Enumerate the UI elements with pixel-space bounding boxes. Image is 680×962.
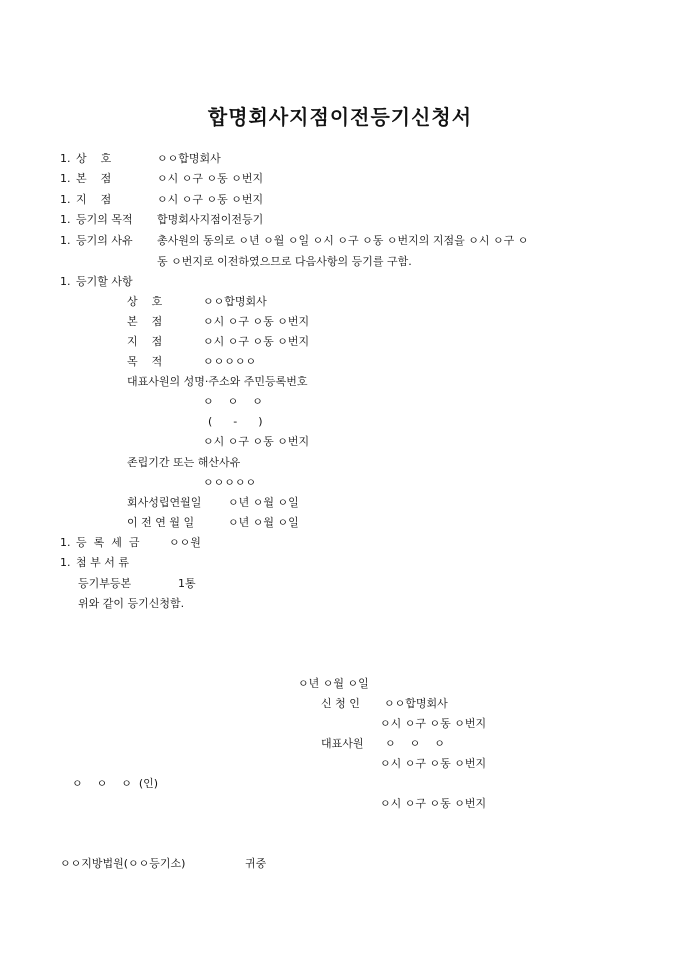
attachments-label: 첨 부 서 류 — [76, 556, 129, 569]
matter-trade-name-value: ㅇㅇ합명회사 — [203, 295, 267, 308]
item-bullet: 1. — [60, 193, 71, 206]
signature-date: ㅇ년 ㅇ월 ㅇ일 — [298, 677, 369, 690]
established-value: ㅇ년 ㅇ월 ㅇ일 — [228, 496, 299, 509]
matter-branch-value: ㅇ시 ㅇ구 ㅇ동 ㅇ번지 — [203, 335, 310, 348]
page-title: 합명회사지점이전등기신청서 — [207, 105, 473, 129]
agent-address: ㅇ시 ㅇ구 ㅇ동 ㅇ번지 — [380, 797, 487, 810]
relocated-value: ㅇ년 ㅇ월 ㅇ일 — [228, 516, 299, 529]
matter-head-office-value: ㅇ시 ㅇ구 ㅇ동 ㅇ번지 — [203, 315, 310, 328]
item-bullet: 1. — [60, 234, 71, 247]
reason-line-1: 총사원의 동의로 ㅇ년 ㅇ월 ㅇ일 ㅇ시 ㅇ구 ㅇ동 ㅇ번지의 지점을 ㅇ시 ㅇ구 ㅇ — [157, 234, 529, 247]
matter-objective-label: 목 적 — [127, 355, 163, 368]
rep-id-number: ( - ) — [208, 415, 263, 428]
court-suffix: 귀중 — [245, 857, 267, 870]
duration-value: ㅇㅇㅇㅇㅇ — [203, 476, 257, 489]
item-bullet: 1. — [60, 172, 71, 185]
matter-objective-value: ㅇㅇㅇㅇㅇ — [203, 355, 257, 368]
item-bullet: 1. — [60, 275, 71, 288]
item-bullet: 1. — [60, 213, 71, 226]
head-office-label: 본 점 — [76, 172, 112, 185]
agent-name-seal: ㅇ ㅇ ㅇ (인) — [72, 777, 159, 790]
rep-heading: 대표사원의 성명·주소와 주민등록번호 — [127, 375, 308, 388]
signature-rep-name: ㅇ ㅇ ㅇ — [385, 737, 445, 750]
established-label: 회사성립연월일 — [127, 496, 202, 509]
reason-label: 등기의 사유 — [76, 234, 133, 247]
tax-label: 등 록 세 금 — [76, 536, 140, 549]
item-bullet: 1. — [60, 152, 71, 165]
branch-label: 지 점 — [76, 193, 112, 206]
matter-trade-name-label: 상 호 — [127, 295, 163, 308]
item-bullet: 1. — [60, 556, 71, 569]
tax-value: ㅇㅇ원 — [169, 536, 201, 549]
attachment-doc-count: 1통 — [178, 577, 196, 590]
applicant-label: 신 청 인 — [321, 697, 360, 710]
court-name: ㅇㅇ지방법원(ㅇㅇ등기소) — [60, 857, 186, 870]
matter-head-office-label: 본 점 — [127, 315, 163, 328]
rep-address: ㅇ시 ㅇ구 ㅇ동 ㅇ번지 — [203, 435, 310, 448]
matters-heading: 등기할 사항 — [76, 275, 133, 288]
relocated-label: 이 전 연 월 일 — [127, 516, 195, 529]
closing-statement: 위와 같이 등기신청함. — [78, 597, 185, 610]
signature-rep-label: 대표사원 — [321, 737, 364, 750]
signature-rep-address: ㅇ시 ㅇ구 ㅇ동 ㅇ번지 — [380, 757, 487, 770]
trade-name-value: ㅇㅇ합명회사 — [157, 152, 221, 165]
item-bullet: 1. — [60, 536, 71, 549]
applicant-address: ㅇ시 ㅇ구 ㅇ동 ㅇ번지 — [380, 717, 487, 730]
purpose-value: 합명회사지점이전등기 — [157, 213, 264, 226]
head-office-value: ㅇ시 ㅇ구 ㅇ동 ㅇ번지 — [157, 172, 264, 185]
rep-name: ㅇ ㅇ ㅇ — [203, 395, 263, 408]
attachment-doc-name: 등기부등본 — [78, 577, 132, 590]
reason-line-2: 동 ㅇ번지로 이전하였으므로 다음사항의 등기를 구함. — [157, 255, 412, 268]
duration-heading: 존립기간 또는 해산사유 — [127, 456, 241, 469]
matter-branch-label: 지 점 — [127, 335, 163, 348]
applicant-name: ㅇㅇ합명회사 — [384, 697, 448, 710]
branch-value: ㅇ시 ㅇ구 ㅇ동 ㅇ번지 — [157, 193, 264, 206]
trade-name-label: 상 호 — [76, 152, 112, 165]
purpose-label: 등기의 목적 — [76, 213, 133, 226]
